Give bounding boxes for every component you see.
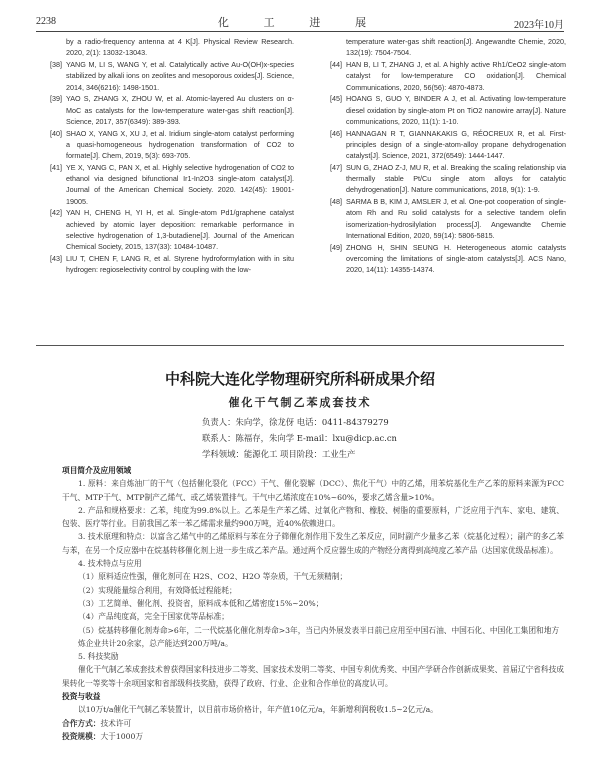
reference-item: [39] YAO S, ZHANG X, ZHOU W, et al. Atomic-layered Au clusters on α-MoC as catalysts for the low-temperature water-gas shift reaction[J]. Science, 2017, 357(6349): 389-393. (50, 94, 294, 126)
reference-item: [41] YE X, YANG C, PAN X, et al. Highly selective hydrogenation of CO2 to ethanol via designed bifunctional Ir1-In2O3 single-atom catalyst[J]. Journal of the American Chemical Society. 2020. 142(45): 19001-19005. (50, 162, 294, 206)
reference-item: by a radio-frequency antenna at 4 K[J]. Physical Review Research. 2020, 2(1): 13032-13043. (66, 37, 294, 58)
reference-item: [45] HOANG S, GUO Y, BINDER A J, et al. Activating low-temperature diesel oxidation by single-atom Pt on TiO2 nanowire array[J]. Nature communications, 2020, 11(1): 1-10. (330, 94, 566, 126)
contact-line-leader: 负责人：朱向学，徐龙伢 电话：0411-84379279 (202, 417, 389, 427)
section-heading: 投资与收益 (62, 692, 101, 702)
paragraph: 5. 科技奖励 (78, 652, 119, 662)
reference-item: [44] HAN B, LI T, ZHANG J, et al. A highly active Rh1/CeO2 single-atom catalyst for low-temperature CO oxidation[J]. Chemical Communications, 2020, 56(56): 4870-4873. (330, 59, 566, 92)
section-divider (36, 345, 564, 346)
announcement-title: 中科院大连化学物理研究所科研成果介绍 (164, 370, 435, 388)
paragraph: 2. 产品和规格要求：乙苯，纯度为99.8%以上。乙苯是生产苯乙烯、过氧化产物和、橡胶、树脂的重要原料，广泛应用于汽车、家电、建筑、包装、医疗等行业。目前我国乙苯一苯乙烯需求量约900万吨，近40%依赖进口。 (62, 505, 564, 529)
reference-item: [42] YAN H, CHENG H, YI H, et al. Single-atom Pd1/graphene catalyst achieved by atomic layer deposition: remarkable performance in selective hydrogenation of 1,3-butadiene[J]. Journal of the American Chemical Society, 2015, 137(33): 10484-10487. (50, 208, 294, 252)
reference-item: [48] SARMA B B, KIM J, AMSLER J, et al. One-pot cooperation of single-atom Rh and Ru solid catalysts for a selective tandem olefin isomerization-hydrosilylation process[J]. Angewandte Chemie International Edition, 2020, 59(14): 5806-5815. (330, 197, 566, 240)
cooperation-line: 合作方式：技术许可 (62, 718, 132, 728)
reference-item: [40] SHAO X, YANG X, XU J, et al. Iridium single-atom catalyst performing a quasi-homogeneous hydrogenation transformation of CO2 to formate[J]. Chem, 2019, 5(3): 693-705. (50, 128, 294, 161)
contact-line-field: 学科领域：能源化工 项目阶段：工业生产 (202, 449, 356, 459)
list-item: （3）工艺简单、催化剂、投资省，原料成本低和乙烯密度15%~20%； (78, 598, 324, 608)
paragraph: 4. 技术特点与应用 (78, 559, 142, 569)
section-heading: 项目简介及应用领域 (62, 466, 132, 475)
reference-item: [47] SUN G, ZHAO Z-J, MU R, et al. Breaking the scaling relationship via thermally stable Pt/Cu single atom alloys for catalytic dehydrogenation[J]. Nature communications, 2018, 9(1): 1-9. (330, 162, 566, 195)
paragraph: 3. 技术原理和特点：以富含乙烯气中的乙烯原料与苯在分子筛催化剂作用下发生乙苯反应，同时副产少量多乙苯（烷基化过程）；副产的多乙苯与苯，在另一个反应器中在烷基转移催化剂上进一步生成乙苯产品。通过两个反应器生成的产物经分离得到高纯度乙苯产品（达国家优级品标准）。 (62, 532, 564, 555)
reference-item: [46] HANNAGAN R T, GIANNAKAKIS G, RÉOCREUX R, et al. First-principles design of a single-atom-alloy propane dehydrogenation catalyst[J]. Science, 2021, 372(6549): 1444-1447. (330, 128, 566, 161)
page-number: 2238 (36, 16, 56, 27)
contact-line-email: 联系人：陈福存，朱向学 E-mail：lxu@dicp.ac.cn (202, 433, 397, 443)
references-left-column (36, 36, 294, 276)
list-item: （5）烷基转移催化剂寿命>6年，二一代烷基化催化剂寿命>3年，当已内外展发表半日前已应用至中国石油、中国石化、中国化工集团和地方炼企业共计20余家，总产能达到200万吨/a。 (78, 625, 560, 648)
investment-scale-line: 投资规模：大于1000万 (62, 731, 144, 741)
paragraph: 1. 原料：来自炼油厂的干气（包括催化裂化（FCC）干气、催化裂解（DCC）、焦化干气）中的乙烯，用苯烷基化生产乙苯的原料来源为FCC干气、MTP干气、MTP制产乙烯气、或乙烯装置排气。干气中乙烯浓度在10%~60%，要求乙烯含量>10%。 (62, 479, 564, 502)
paragraph: 催化干气制乙苯成套技术曾获得国家科技进步二等奖、国家技术发明二等奖、中国专利优秀奖、中国产学研合作创新成果奖、首届辽宁省科技成果转化一等奖等十余项国家和省部级科技奖励，获得了政府、行业、企业和合作单位的高度认可。 (62, 665, 564, 688)
announcement-body (62, 464, 564, 743)
paragraph: 以10万t/a催化干气制乙苯装置计，以目前市场价格计，年产值10亿元/a，年新增利润税收1.5~2亿元/a。 (78, 705, 438, 715)
journal-name: 化 工 进 展 (217, 17, 383, 29)
issue-date: 2023年10月 (514, 20, 564, 31)
list-item: （4）产品纯度高，完全于国家优等品标准； (78, 612, 229, 622)
list-item: （2）实现能量综合利用，有效降低过程能耗； (78, 585, 237, 595)
reference-item: [49] ZHONG H, SHIN SEUNG H. Heterogeneous atomic catalysts overcoming the limitations of single-atom catalysts[J]. ACS Nano, 2020, 14(11): 14355-14374. (330, 242, 566, 275)
announcement-subtitle: 催化干气制乙苯成套技术 (228, 396, 372, 409)
list-item: （1）原料适应性强，催化剂可在 H2S、CO2、H2O 等杂质，干气无须精制； (78, 572, 348, 582)
reference-item: temperature water-gas shift reaction[J]. Angewandte Chemie, 2020, 132(19): 7504-7504. (346, 37, 566, 58)
reference-item: [43] LIU T, CHEN F, LANG R, et al. Styrene hydroformylation with in situ hydrogen: regioselectivity control by coupling with the low- (50, 253, 294, 275)
references-right-column (316, 36, 566, 276)
reference-item: [38] YANG M, LI S, WANG Y, et al. Catalytically active Au-O(OH)x-species stabilized by alkali ions on zeolites and mesoporous oxides[J]. Science, 2014, 346(6216): 1498-1501. (50, 59, 294, 92)
page-header (36, 12, 564, 32)
